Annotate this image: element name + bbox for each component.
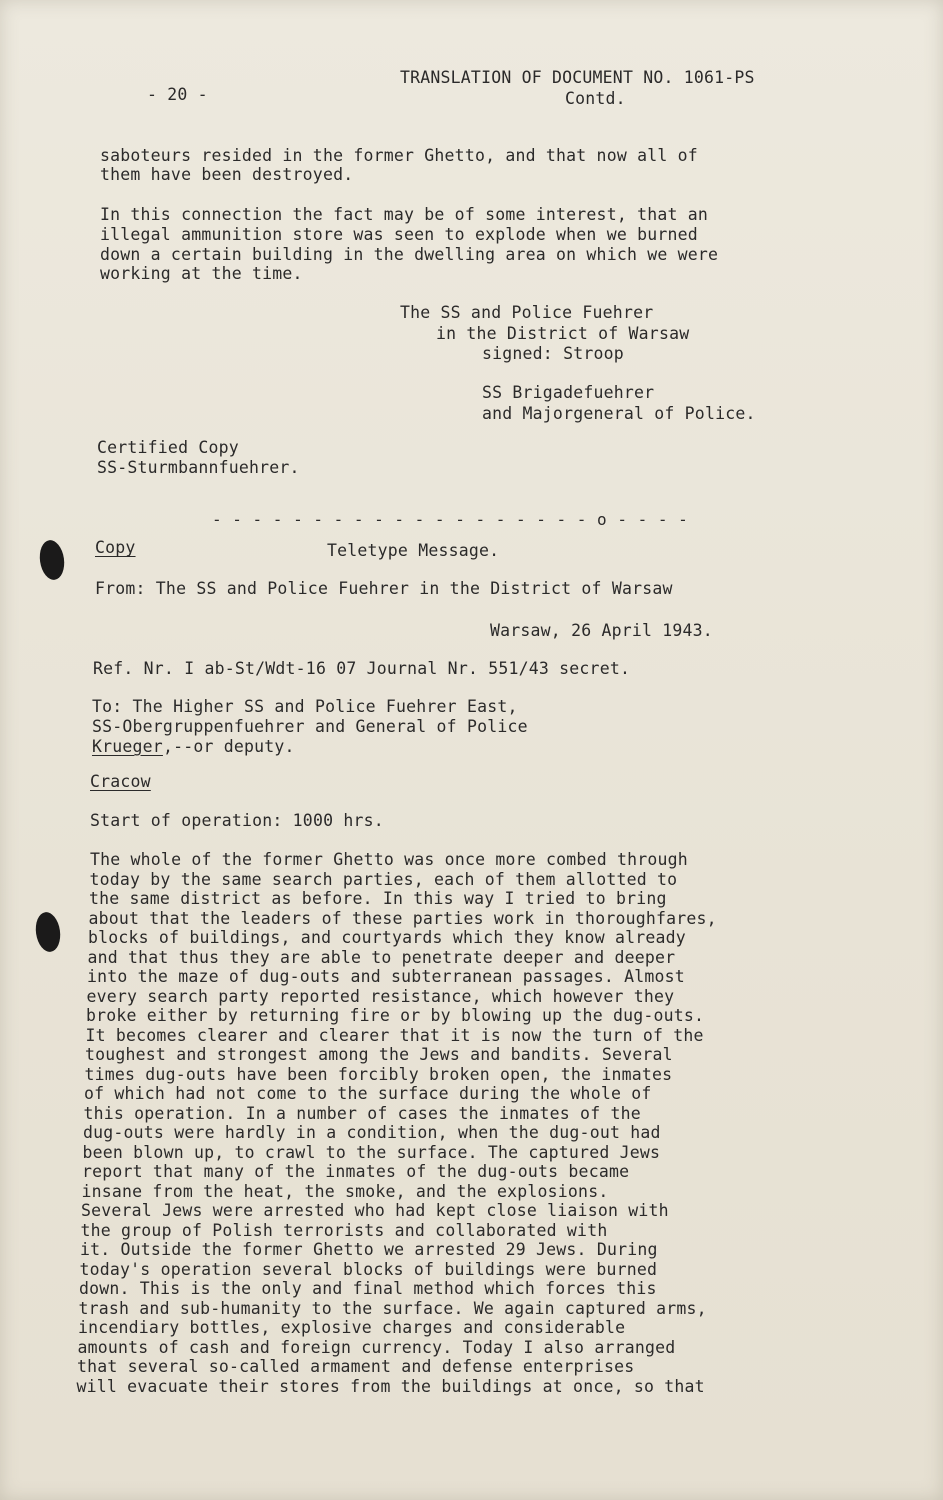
body-line: will evacuate their stores from the buildings at once, so that <box>76 1376 705 1396</box>
signature-line: in the District of Warsaw <box>436 324 690 343</box>
recipient-name: Krueger <box>92 737 163 756</box>
paragraph-line: working at the time. <box>100 264 303 283</box>
body-line: It becomes clearer and clearer that it is now the turn of the <box>85 1025 704 1045</box>
paragraph-line: them have been destroyed. <box>100 165 354 184</box>
document-title: TRANSLATION OF DOCUMENT NO. 1061-PS <box>400 68 755 87</box>
body-line: the same district as before. In this way I tried to bring <box>89 889 667 908</box>
body-line: down. This is the only and final method which forces this <box>79 1279 657 1298</box>
teletype-title: Teletype Message. <box>327 541 500 560</box>
paragraph-line: down a certain building in the dwelling area on which we were <box>100 245 719 264</box>
body-line: times dug-outs have been forcibly broken open, the inmates <box>84 1064 673 1084</box>
body-line: trash and sub-humanity to the surface. We again captured arms, <box>78 1298 707 1318</box>
recipient-suffix: ,--or deputy. <box>162 737 295 756</box>
place-date: Warsaw, 26 April 1943. <box>490 621 713 640</box>
from-line: From: The SS and Police Fuehrer in the District of Warsaw <box>95 579 673 598</box>
body-line: insane from the heat, the smoke, and the explosions. <box>81 1181 609 1201</box>
page-number: - 20 - <box>147 85 208 104</box>
paragraph-line: illegal ammunition store was seen to explode when we burned <box>100 225 698 244</box>
body-line: report that many of the inmates of the dug-outs became <box>82 1162 630 1181</box>
destination-city: Cracow <box>90 772 151 791</box>
body-line: The whole of the former Ghetto was once more combed through <box>90 850 688 869</box>
recipient-name-line <box>92 737 295 757</box>
copy-label: Copy <box>95 538 136 557</box>
section-divider: - - - - - - - - - - - - - - - - - - - o - - - - <box>212 510 689 529</box>
rank-line: SS Brigadefuehrer <box>482 383 655 402</box>
certifier-rank: SS-Sturmbannfuehrer. <box>97 458 300 477</box>
body-line: the group of Polish terrorists and collaborated with <box>80 1220 608 1240</box>
body-line: dug-outs were hardly in a condition, when the dug-out had <box>83 1123 661 1142</box>
operation-start: Start of operation: 1000 hrs. <box>90 811 384 830</box>
continued-label: Contd. <box>565 89 626 108</box>
body-line: amounts of cash and foreign currency. Today I also arranged <box>77 1337 676 1357</box>
punch-hole <box>37 539 66 582</box>
body-line: and that thus they are able to penetrate deeper and deeper <box>87 947 676 967</box>
body-line: into the maze of dug-outs and subterranean passages. Almost <box>87 967 685 986</box>
body-line: Several Jews were arrested who had kept close liaison with <box>81 1201 669 1220</box>
signature-line: signed: Stroop <box>482 344 624 363</box>
body-line: about that the leaders of these parties work in thoroughfares, <box>88 908 717 928</box>
body-line: today's operation several blocks of buildings were burned <box>79 1259 658 1279</box>
body-line: it. Outside the former Ghetto we arrested 29 Jews. During <box>80 1240 658 1259</box>
body-line: that several so-called armament and defense enterprises <box>77 1357 635 1376</box>
certified-copy: Certified Copy <box>97 438 239 457</box>
body-line: today by the same search parties, each of them allotted to <box>89 869 678 889</box>
recipient-line: To: The Higher SS and Police Fuehrer East, <box>92 697 518 716</box>
body-line: been blown up, to crawl to the surface. The captured Jews <box>82 1142 661 1162</box>
body-line: blocks of buildings, and courtyards which they know already <box>88 928 686 947</box>
body-line: of which had not come to the surface during the whole of <box>84 1084 652 1103</box>
body-line: every search party reported resistance, which however they <box>86 986 675 1006</box>
body-line: broke either by returning fire or by blowing up the dug-outs. <box>86 1006 705 1025</box>
signature-line: The SS and Police Fuehrer <box>400 303 654 322</box>
body-line: this operation. In a number of cases the inmates of the <box>83 1103 641 1123</box>
reference-line: Ref. Nr. I ab-St/Wdt-16 07 Journal Nr. 551/43 secret. <box>93 659 631 678</box>
rank-line: and Majorgeneral of Police. <box>482 404 756 423</box>
paragraph-line: saboteurs resided in the former Ghetto, and that now all of <box>100 146 698 165</box>
body-line: toughest and strongest among the Jews and bandits. Several <box>85 1045 673 1064</box>
recipient-line: SS-Obergruppenfuehrer and General of Police <box>92 717 528 736</box>
punch-hole <box>33 911 62 954</box>
body-line: incendiary bottles, explosive charges and considerable <box>78 1318 626 1337</box>
paragraph-line: In this connection the fact may be of some interest, that an <box>100 205 709 224</box>
